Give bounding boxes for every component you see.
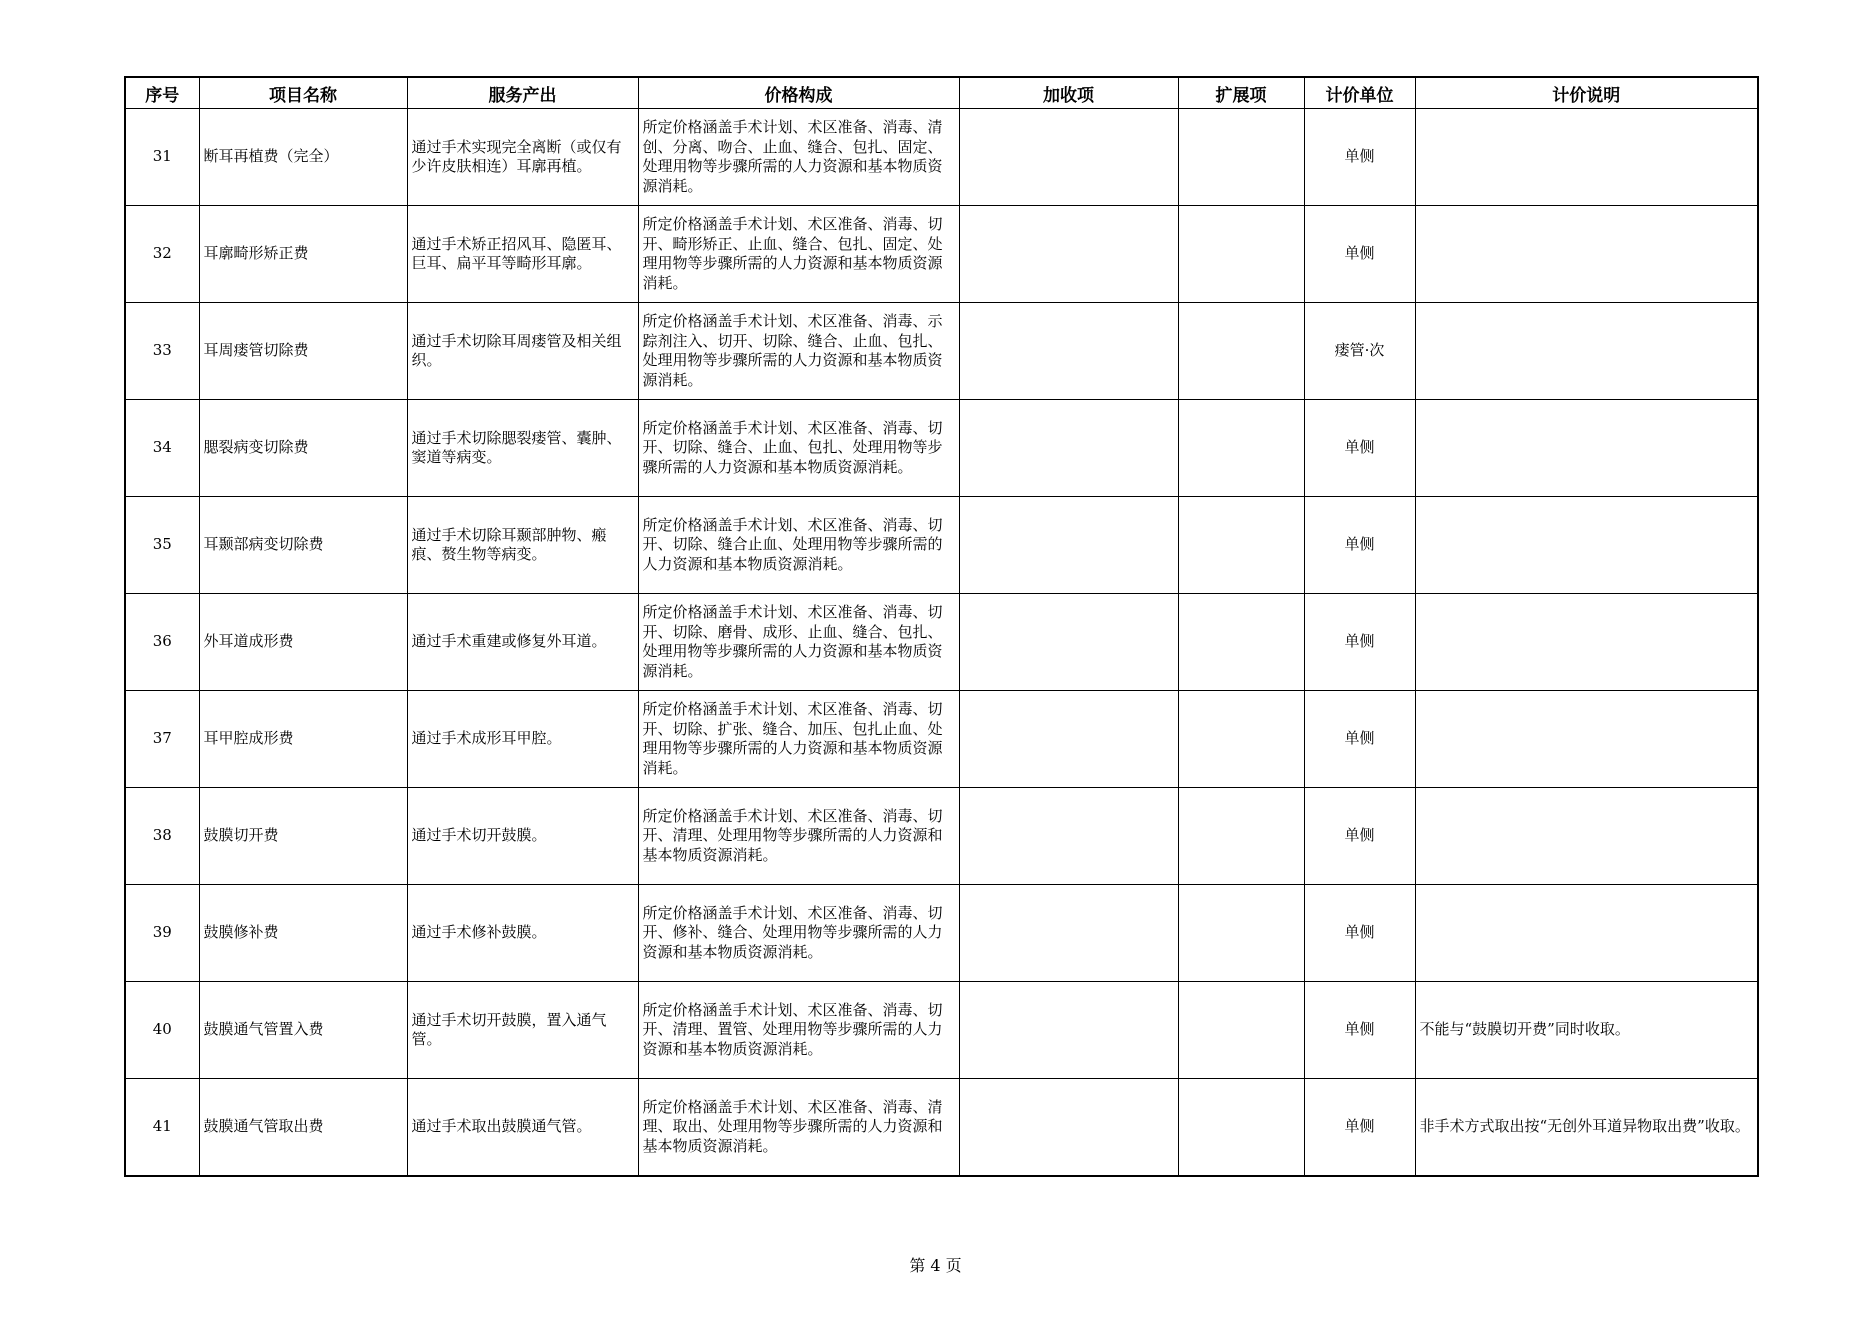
cell-pricing-unit: 单侧: [1304, 497, 1415, 594]
cell-service-output: 通过手术切除耳颞部肿物、瘢痕、赘生物等病变。: [407, 497, 638, 594]
cell-item-name: 耳甲腔成形费: [199, 691, 407, 788]
cell-extension: [1178, 885, 1304, 982]
cell-extension: [1178, 594, 1304, 691]
cell-price-composition: 所定价格涵盖手术计划、术区准备、消毒、切开、切除、扩张、缝合、加压、包扎止血、处理用物等步骤所需的人力资源和基本物质资源消耗。: [638, 691, 959, 788]
cell-serial-no: 36: [125, 594, 199, 691]
table-row: [125, 303, 1758, 400]
cell-surcharge: [959, 691, 1178, 788]
table-header-row: [125, 77, 1758, 109]
cell-service-output: 通过手术切除耳周瘘管及相关组织。: [407, 303, 638, 400]
cell-extension: [1178, 206, 1304, 303]
cell-extension: [1178, 400, 1304, 497]
cell-item-name: 耳周瘘管切除费: [199, 303, 407, 400]
cell-pricing-note: [1415, 691, 1758, 788]
table-row: [125, 497, 1758, 594]
cell-price-composition: 所定价格涵盖手术计划、术区准备、消毒、切开、切除、缝合、止血、包扎、处理用物等步骤所需的人力资源和基本物质资源消耗。: [638, 400, 959, 497]
cell-extension: [1178, 1079, 1304, 1177]
cell-pricing-unit: 单侧: [1304, 982, 1415, 1079]
cell-surcharge: [959, 303, 1178, 400]
cell-extension: [1178, 982, 1304, 1079]
table-row: [125, 982, 1758, 1079]
cell-pricing-unit: 单侧: [1304, 1079, 1415, 1177]
table-row: [125, 788, 1758, 885]
cell-extension: [1178, 497, 1304, 594]
cell-pricing-unit: 单侧: [1304, 400, 1415, 497]
cell-item-name: 耳颞部病变切除费: [199, 497, 407, 594]
cell-serial-no: 31: [125, 109, 199, 206]
cell-item-name: 鼓膜修补费: [199, 885, 407, 982]
cell-service-output: 通过手术成形耳甲腔。: [407, 691, 638, 788]
price-item-table: [124, 76, 1759, 1177]
cell-item-name: 耳廓畸形矫正费: [199, 206, 407, 303]
header-serial-no: 序号: [125, 77, 199, 109]
table-row: [125, 691, 1758, 788]
cell-extension: [1178, 303, 1304, 400]
cell-price-composition: 所定价格涵盖手术计划、术区准备、消毒、切开、修补、缝合、处理用物等步骤所需的人力资源和基本物质资源消耗。: [638, 885, 959, 982]
cell-pricing-unit: 瘘管·次: [1304, 303, 1415, 400]
cell-service-output: 通过手术切开鼓膜。: [407, 788, 638, 885]
cell-item-name: 外耳道成形费: [199, 594, 407, 691]
cell-extension: [1178, 109, 1304, 206]
cell-price-composition: 所定价格涵盖手术计划、术区准备、消毒、切开、清理、处理用物等步骤所需的人力资源和基本物质资源消耗。: [638, 788, 959, 885]
cell-surcharge: [959, 497, 1178, 594]
cell-service-output: 通过手术切开鼓膜，置入通气管。: [407, 982, 638, 1079]
cell-serial-no: 32: [125, 206, 199, 303]
cell-pricing-note: [1415, 400, 1758, 497]
table-row: [125, 400, 1758, 497]
header-pricing-unit: 计价单位: [1304, 77, 1415, 109]
cell-serial-no: 33: [125, 303, 199, 400]
header-service-output: 服务产出: [407, 77, 638, 109]
table-row: [125, 206, 1758, 303]
cell-item-name: 鼓膜切开费: [199, 788, 407, 885]
cell-pricing-unit: 单侧: [1304, 206, 1415, 303]
cell-item-name: 腮裂病变切除费: [199, 400, 407, 497]
cell-price-composition: 所定价格涵盖手术计划、术区准备、消毒、示踪剂注入、切开、切除、缝合、止血、包扎、处理用物等步骤所需的人力资源和基本物质资源消耗。: [638, 303, 959, 400]
cell-pricing-unit: 单侧: [1304, 691, 1415, 788]
table-row: [125, 109, 1758, 206]
cell-service-output: 通过手术实现完全离断（或仅有少许皮肤相连）耳廓再植。: [407, 109, 638, 206]
header-price-composition: 价格构成: [638, 77, 959, 109]
cell-pricing-note: 非手术方式取出按“无创外耳道异物取出费”收取。: [1415, 1079, 1758, 1177]
cell-extension: [1178, 788, 1304, 885]
cell-item-name: 鼓膜通气管取出费: [199, 1079, 407, 1177]
cell-pricing-unit: 单侧: [1304, 885, 1415, 982]
cell-surcharge: [959, 1079, 1178, 1177]
cell-service-output: 通过手术矫正招风耳、隐匿耳、巨耳、扁平耳等畸形耳廓。: [407, 206, 638, 303]
cell-service-output: 通过手术切除腮裂瘘管、囊肿、窦道等病变。: [407, 400, 638, 497]
page-number: 第 4 页: [909, 1256, 962, 1275]
cell-item-name: 断耳再植费（完全）: [199, 109, 407, 206]
cell-service-output: 通过手术取出鼓膜通气管。: [407, 1079, 638, 1177]
header-pricing-note: 计价说明: [1415, 77, 1758, 109]
cell-item-name: 鼓膜通气管置入费: [199, 982, 407, 1079]
cell-serial-no: 40: [125, 982, 199, 1079]
cell-pricing-unit: 单侧: [1304, 109, 1415, 206]
cell-serial-no: 34: [125, 400, 199, 497]
cell-pricing-note: [1415, 109, 1758, 206]
cell-serial-no: 41: [125, 1079, 199, 1177]
cell-extension: [1178, 691, 1304, 788]
cell-pricing-unit: 单侧: [1304, 594, 1415, 691]
cell-price-composition: 所定价格涵盖手术计划、术区准备、消毒、清理、取出、处理用物等步骤所需的人力资源和基本物质资源消耗。: [638, 1079, 959, 1177]
cell-service-output: 通过手术重建或修复外耳道。: [407, 594, 638, 691]
cell-serial-no: 39: [125, 885, 199, 982]
cell-pricing-note: [1415, 303, 1758, 400]
cell-surcharge: [959, 109, 1178, 206]
cell-surcharge: [959, 982, 1178, 1079]
cell-price-composition: 所定价格涵盖手术计划、术区准备、消毒、切开、畸形矫正、止血、缝合、包扎、固定、处理用物等步骤所需的人力资源和基本物质资源消耗。: [638, 206, 959, 303]
cell-serial-no: 35: [125, 497, 199, 594]
cell-price-composition: 所定价格涵盖手术计划、术区准备、消毒、切开、清理、置管、处理用物等步骤所需的人力资源和基本物质资源消耗。: [638, 982, 959, 1079]
cell-service-output: 通过手术修补鼓膜。: [407, 885, 638, 982]
header-item-name: 项目名称: [199, 77, 407, 109]
cell-surcharge: [959, 206, 1178, 303]
cell-serial-no: 38: [125, 788, 199, 885]
header-surcharge: 加收项: [959, 77, 1178, 109]
cell-pricing-note: [1415, 594, 1758, 691]
cell-surcharge: [959, 594, 1178, 691]
table-row: [125, 594, 1758, 691]
cell-surcharge: [959, 400, 1178, 497]
cell-pricing-unit: 单侧: [1304, 788, 1415, 885]
table-row: [125, 1079, 1758, 1177]
cell-price-composition: 所定价格涵盖手术计划、术区准备、消毒、切开、切除、缝合止血、处理用物等步骤所需的人力资源和基本物质资源消耗。: [638, 497, 959, 594]
cell-price-composition: 所定价格涵盖手术计划、术区准备、消毒、清创、分离、吻合、止血、缝合、包扎、固定、处理用物等步骤所需的人力资源和基本物质资源消耗。: [638, 109, 959, 206]
table-row: [125, 885, 1758, 982]
cell-pricing-note: [1415, 885, 1758, 982]
cell-surcharge: [959, 788, 1178, 885]
cell-pricing-note: [1415, 788, 1758, 885]
cell-pricing-note: 不能与“鼓膜切开费”同时收取。: [1415, 982, 1758, 1079]
cell-serial-no: 37: [125, 691, 199, 788]
cell-pricing-note: [1415, 497, 1758, 594]
header-extension: 扩展项: [1178, 77, 1304, 109]
cell-surcharge: [959, 885, 1178, 982]
cell-price-composition: 所定价格涵盖手术计划、术区准备、消毒、切开、切除、磨骨、成形、止血、缝合、包扎、处理用物等步骤所需的人力资源和基本物质资源消耗。: [638, 594, 959, 691]
cell-pricing-note: [1415, 206, 1758, 303]
